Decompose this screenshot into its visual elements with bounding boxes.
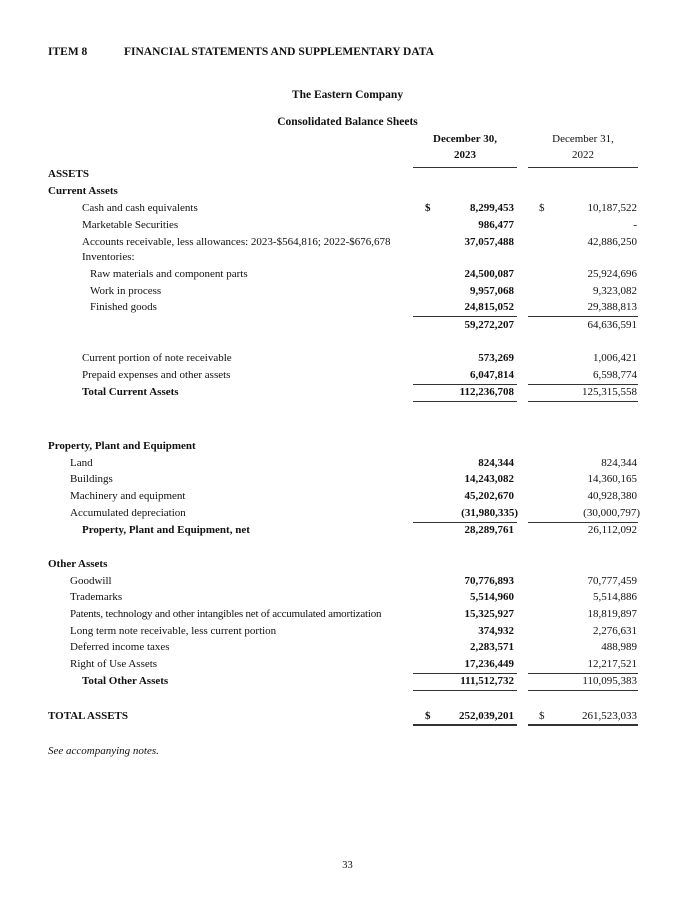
value-2022: 2,276,631 [593,625,637,637]
divider [528,401,638,402]
table-row-raw-materials [0,268,695,284]
value-2022: 6,598,774 [593,369,637,381]
table-row-inventory-total [0,319,695,335]
divider [413,673,517,674]
double-underline [528,724,638,726]
value-2022: 14,360,165 [587,473,637,485]
value-2023: 573,269 [478,352,514,364]
row-label: Cash and cash equivalents [82,202,198,214]
value-2023: 986,477 [478,219,514,231]
table-row-receivables [0,236,695,252]
row-label: Buildings [70,473,113,485]
table-row-depreciation [0,507,695,523]
table-row-prepaid [0,369,695,385]
row-label: Trademarks [70,591,123,603]
item-title: FINANCIAL STATEMENTS AND SUPPLEMENTARY DATA [124,46,434,58]
divider [413,167,517,168]
row-label: Work in process [90,285,162,297]
divider [528,316,638,317]
value-2023: 112,236,708 [459,386,514,398]
table-row-finished-goods [0,301,695,317]
column-header-line: December 31, [552,133,614,145]
currency-symbol: $ [539,710,545,722]
page-number: 33 [342,860,353,871]
row-label: Property, Plant and Equipment, net [82,524,250,536]
row-label: Total Other Assets [82,675,169,687]
double-underline [413,724,517,726]
value-2023: 70,776,893 [464,575,514,587]
row-label: Land [70,457,93,469]
value-2022: 824,344 [601,457,637,469]
value-2023: 111,512,732 [460,675,514,687]
divider [528,522,638,523]
row-label: Deferred income taxes [70,641,170,653]
value-2023: 24,815,052 [464,301,514,313]
value-2022: 1,006,421 [593,352,637,364]
section-current-assets: Current Assets [48,185,118,197]
item-number: ITEM 8 [48,46,88,58]
table-row-trademarks [0,591,695,607]
value-2022: 25,924,696 [587,268,637,280]
value-2022: 12,217,521 [587,658,637,670]
divider [528,384,638,385]
value-2023: 14,243,082 [464,473,514,485]
footnote: See accompanying notes. [48,745,159,757]
column-header-2022 [528,133,638,161]
section-other-assets: Other Assets [48,558,108,570]
value-2023: 6,047,814 [470,369,514,381]
row-label: Accumulated depreciation [70,507,186,519]
table-row-buildings [0,473,695,489]
statement-title: Consolidated Balance Sheets [277,116,418,128]
column-header-2023 [413,133,517,161]
value-2022: 18,819,897 [587,608,637,620]
row-label: Total Current Assets [82,386,179,398]
value-2023: 37,057,488 [464,236,514,248]
currency-symbol: $ [539,202,545,214]
value-2022: 10,187,522 [587,202,637,214]
divider [413,522,517,523]
value-2023: 374,932 [478,625,514,637]
divider [413,384,517,385]
table-row-securities [0,219,695,235]
company-name: The Eastern Company [291,89,404,101]
column-header-year: 2022 [572,149,594,161]
value-2022: 488,989 [601,641,637,653]
row-label: Machinery and equipment [70,490,186,502]
value-2022: 70,777,459 [587,575,637,587]
row-label: Current portion of note receivable [82,352,232,364]
value-2022: (30,000,797) [583,507,640,519]
value-2022: 110,095,383 [582,675,637,687]
value-2023: 17,236,449 [464,658,514,670]
row-label: Goodwill [70,575,112,587]
value-2023: 5,514,960 [470,591,514,603]
value-2023: 2,283,571 [470,641,514,653]
table-row-wip [0,285,695,301]
column-header-year: 2023 [454,149,476,161]
row-label: TOTAL ASSETS [48,710,129,722]
value-2023: 45,202,670 [464,490,514,502]
row-label: Finished goods [90,301,157,313]
value-2023: 9,957,068 [470,285,514,297]
value-2023: 59,272,207 [464,319,514,331]
value-2023: 15,325,927 [464,608,514,620]
table-row-patents [0,608,695,624]
table-row-inventories [0,251,695,267]
value-2023: 252,039,201 [459,710,514,722]
currency-symbol: $ [425,202,431,214]
value-2023: 8,299,453 [470,202,514,214]
table-row-goodwill [0,575,695,591]
section-assets: ASSETS [48,168,89,180]
row-label: Inventories: [82,251,135,263]
column-header-line: December 30, [433,133,497,145]
divider [413,690,517,691]
value-2022: 261,523,033 [582,710,637,722]
row-label: Raw materials and component parts [90,268,248,280]
row-label: Long term note receivable, less current portion [70,625,277,637]
value-2022: 29,388,813 [587,301,637,313]
table-row-rou [0,658,695,674]
table-row-total-other-assets [0,675,695,691]
table-row-ppe-net [0,524,695,540]
row-label: Marketable Securities [82,219,179,231]
value-2023: (31,980,335) [461,507,518,519]
divider [528,167,638,168]
row-label: Patents, technology and other intangibles net of accumulated amortization [70,608,382,620]
value-2023: 24,500,087 [464,268,514,280]
divider [528,673,638,674]
table-row-lt-note [0,625,695,641]
value-2023: 824,344 [478,457,514,469]
table-row-land [0,457,695,473]
currency-symbol: $ [425,710,431,722]
value-2022: 26,112,092 [587,524,637,536]
divider [528,690,638,691]
value-2022: 125,315,558 [582,386,637,398]
table-row-deferred-tax [0,641,695,657]
value-2022: 5,514,886 [593,591,637,603]
table-row-machinery [0,490,695,506]
row-label: Accounts receivable, less allowances: 2023-$564,816; 2022-$676,678 [82,236,391,248]
value-2022: 64,636,591 [587,319,637,331]
table-row-cash [0,202,695,218]
row-label: Right of Use Assets [70,658,158,670]
section-ppe: Property, Plant and Equipment [48,440,196,452]
value-2022: 9,323,082 [593,285,637,297]
row-label: Prepaid expenses and other assets [82,369,231,381]
divider [413,401,517,402]
value-2023: 28,289,761 [464,524,514,536]
value-2022: 42,886,250 [587,236,637,248]
table-row-total-current-assets [0,386,695,402]
table-row-note-current [0,352,695,368]
value-2022: 40,928,380 [587,490,637,502]
divider [413,316,517,317]
value-2022: - [633,219,637,231]
